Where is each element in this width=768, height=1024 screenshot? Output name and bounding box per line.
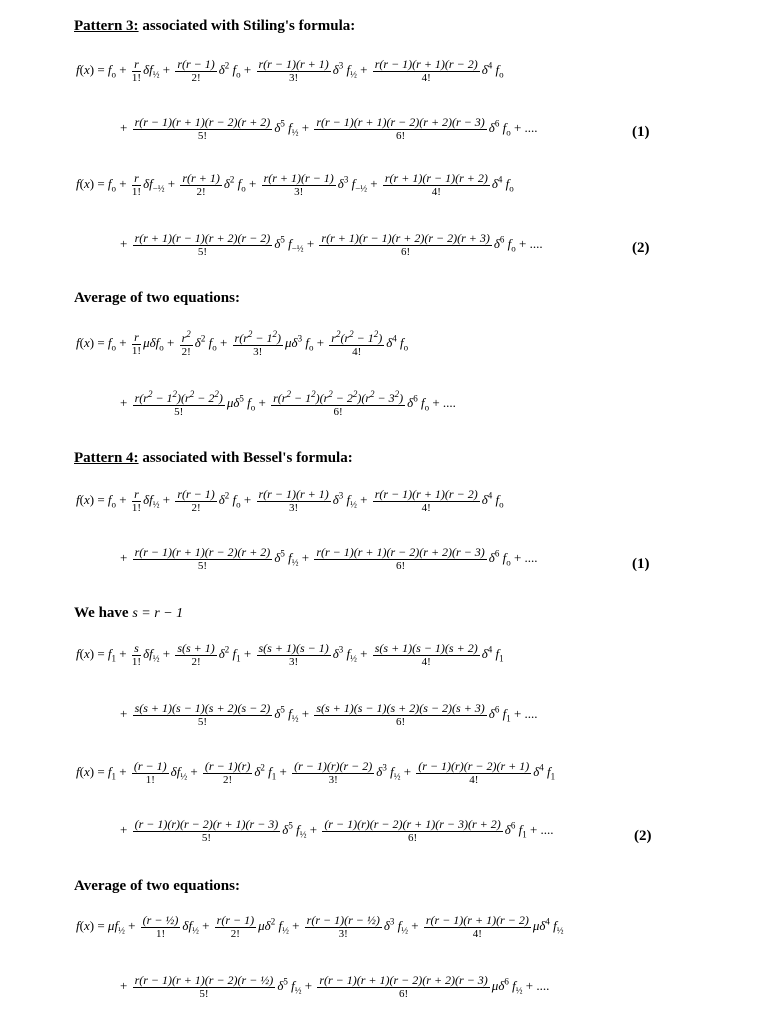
pattern3-label: Pattern 3: xyxy=(74,18,139,34)
average-heading-2: Average of two equations: xyxy=(74,878,240,894)
we-have-expression: s = r − 1 xyxy=(132,606,184,621)
eq-bessel-1b: + $\frac{r(r - 1)(r + 1)(r - 2)(r + 2)}{5!}$ $\delta^5$ $f_{\frac{1}{2}}$ + $\frac{r(r - 1)(r + 1)(r - 2)(r + 2)(r - 3)}{6!}$ $\delta^6$ $f_o$ + .... xyxy=(120,545,538,572)
eq-stirling-avg-b: + $\frac{r(r^2 - 1^2)(r^2 - 2^2)}{5!}$ $\mu\delta^5$ $f_o$ + $\frac{r(r^2 - 1^2)(r^2 - 2^2)(r^2 - 3^2)}{6!}$ $\delta^6$ $f_o$ + .... xyxy=(120,389,456,418)
pattern4-label: Pattern 4: xyxy=(74,450,139,466)
we-have-line xyxy=(74,605,183,622)
eq-bessel-2a: $f(x) = f_1$ + $\frac{s}{1!}$ $\delta f_{\frac{1}{2}}$ + $\frac{s(s + 1)}{2!}$ $\delta^2$ $f_1$ + $\frac{s(s + 1)(s - 1)}{3!}$ $\delta^3$ $f_{\frac{1}{2}}$ + $\frac{s(s + 1)(s - 1)(s + 2)}{4!}$ $\delta^4$ $f_1$ xyxy=(76,641,504,668)
eq-bessel-3b: + $\frac{(r - 1)(r)(r - 2)(r + 1)(r - 3)}{5!}$ $\delta^5$ $f_{\frac{1}{2}}$ + $\frac{(r - 1)(r)(r - 2)(r + 1)(r - 3)(r + 2)}{6!}$ $\delta^6$ $f_1$ + .... xyxy=(120,817,554,844)
eq-number-2: (2) xyxy=(632,240,650,256)
eq-bessel-1a: $f(x) = f_o$ + $\frac{r}{1!}$ $\delta f_{\frac{1}{2}}$ + $\frac{r(r - 1)}{2!}$ $\delta^2$ $f_o$ + $\frac{r(r - 1)(r + 1)}{3!}$ $\delta^3$ $f_{\frac{1}{2}}$ + $\frac{r(r - 1)(r + 1)(r - 2)}{4!}$ $\delta^4$ $f_o$ xyxy=(76,487,504,514)
eq-bessel-3a: $f(x) = f_1$ + $\frac{(r - 1)}{1!}$ $\delta f_{\frac{1}{2}}$ + $\frac{(r - 1)(r)}{2!}$ $\delta^2$ $f_1$ + $\frac{(r - 1)(r)(r - 2)}{3!}$ $\delta^3$ $f_{\frac{1}{2}}$ + $\frac{(r - 1)(r)(r - 2)(r + 1)}{4!}$ $\delta^4$ $f_1$ xyxy=(76,759,556,786)
eq-number-1-bessel: (1) xyxy=(632,556,650,572)
pattern4-heading xyxy=(74,450,353,467)
eq-bessel-2b: + $\frac{s(s + 1)(s - 1)(s + 2)(s - 2)}{5!}$ $\delta^5$ $f_{\frac{1}{2}}$ + $\frac{s(s + 1)(s - 1)(s + 2)(s - 2)(s + 3)}{6!}$ $\delta^6$ $f_1$ + .... xyxy=(120,701,538,728)
eq-stirling-2b: + $\frac{r(r + 1)(r - 1)(r + 2)(r - 2)}{5!}$ $\delta^5$ $f_{-\frac{1}{2}}$ + $\frac{r(r + 1)(r - 1)(r + 2)(r - 2)(r + 3)}{6!}$ $\delta^6$ $f_o$ + .... xyxy=(120,231,543,258)
eq-stirling-1a: $f(x) = f_o$ + $\frac{r}{1!}$ $\delta f_{\frac{1}{2}}$ + $\frac{r(r - 1)}{2!}$ $\delta^2$ $f_o$ + $\frac{r(r - 1)(r + 1)}{3!}$ $\delta^3$ $f_{\frac{1}{2}}$ + $\frac{r(r - 1)(r + 1)(r - 2)}{4!}$ $\delta^4$ $f_o$ xyxy=(76,57,504,84)
eq-stirling-1b: + $\frac{r(r - 1)(r + 1)(r - 2)(r + 2)}{5!}$ $\delta^5$ $f_{\frac{1}{2}}$ + $\frac{r(r - 1)(r + 1)(r - 2)(r + 2)(r - 3)}{6!}$ $\delta^6$ $f_o$ + .... xyxy=(120,115,538,142)
pattern3-desc: associated with Stiling's formula: xyxy=(142,18,356,34)
eq-bessel-avg-b: + $\frac{\text{r(r − 1)(r + 1)(r − 2)(r − ½)}}{5!}$ $\delta^5$ $f_{\frac{1}{2}}$ + $\frac{r(r - 1)(r + 1)(r - 2)(r + 2)(r - 3)}{6!}$ $\mu\delta^6$ $f_{\frac{1}{2}}$ + .... xyxy=(120,973,550,1000)
pattern3-heading xyxy=(74,18,355,35)
eq-number-2-bessel: (2) xyxy=(634,828,652,844)
eq-stirling-avg-a: $f(x) = f_o$ + $\frac{r}{1!}$ μδf$_o$ + $\frac{r^2}{2!}$ $\delta^2$ $f_o$ + $\frac{r(r^2 - 1^2)}{3!}$ $\mu\delta^3$ $f_o$ + $\frac{r^2(r^2 - 1^2)}{4!}$ $\delta^4$ $f_o$ xyxy=(76,329,409,358)
eq-bessel-avg-a: $f(x) = \mu f_{\frac{1}{2}}$ + $\frac{\text{(r − ½)}}{1!}$ $\delta f_{\frac{1}{2}}$ + $\frac{r(r - 1)}{2!}$ $\mu\delta^2$ $f_{\frac{1}{2}}$ + $\frac{\text{r(r − 1)(r − ½)}}{3!}$ $\delta^3$ $f_{\frac{1}{2}}$ + $\frac{r(r - 1)(r + 1)(r - 2)}{4!}$ $\mu\delta^4$ $f_{\frac{1}{2}}$ xyxy=(76,913,564,940)
average-heading-1: Average of two equations: xyxy=(74,290,240,306)
we-have-text: We have xyxy=(74,605,129,621)
eq-stirling-2a: $f(x) = f_o$ + $\frac{r}{1!}$ $\delta f_{-\frac{1}{2}}$ + $\frac{r(r + 1)}{2!}$ $\delta^2$ $f_o$ + $\frac{r(r + 1)(r - 1)}{3!}$ $\delta^3$ $f_{-\frac{1}{2}}$ + $\frac{r(r + 1)(r - 1)(r + 2)}{4!}$ $\delta^4$ $f_o$ xyxy=(76,171,514,198)
eq-number-1: (1) xyxy=(632,124,650,140)
pattern4-desc: associated with Bessel's formula: xyxy=(142,450,353,466)
